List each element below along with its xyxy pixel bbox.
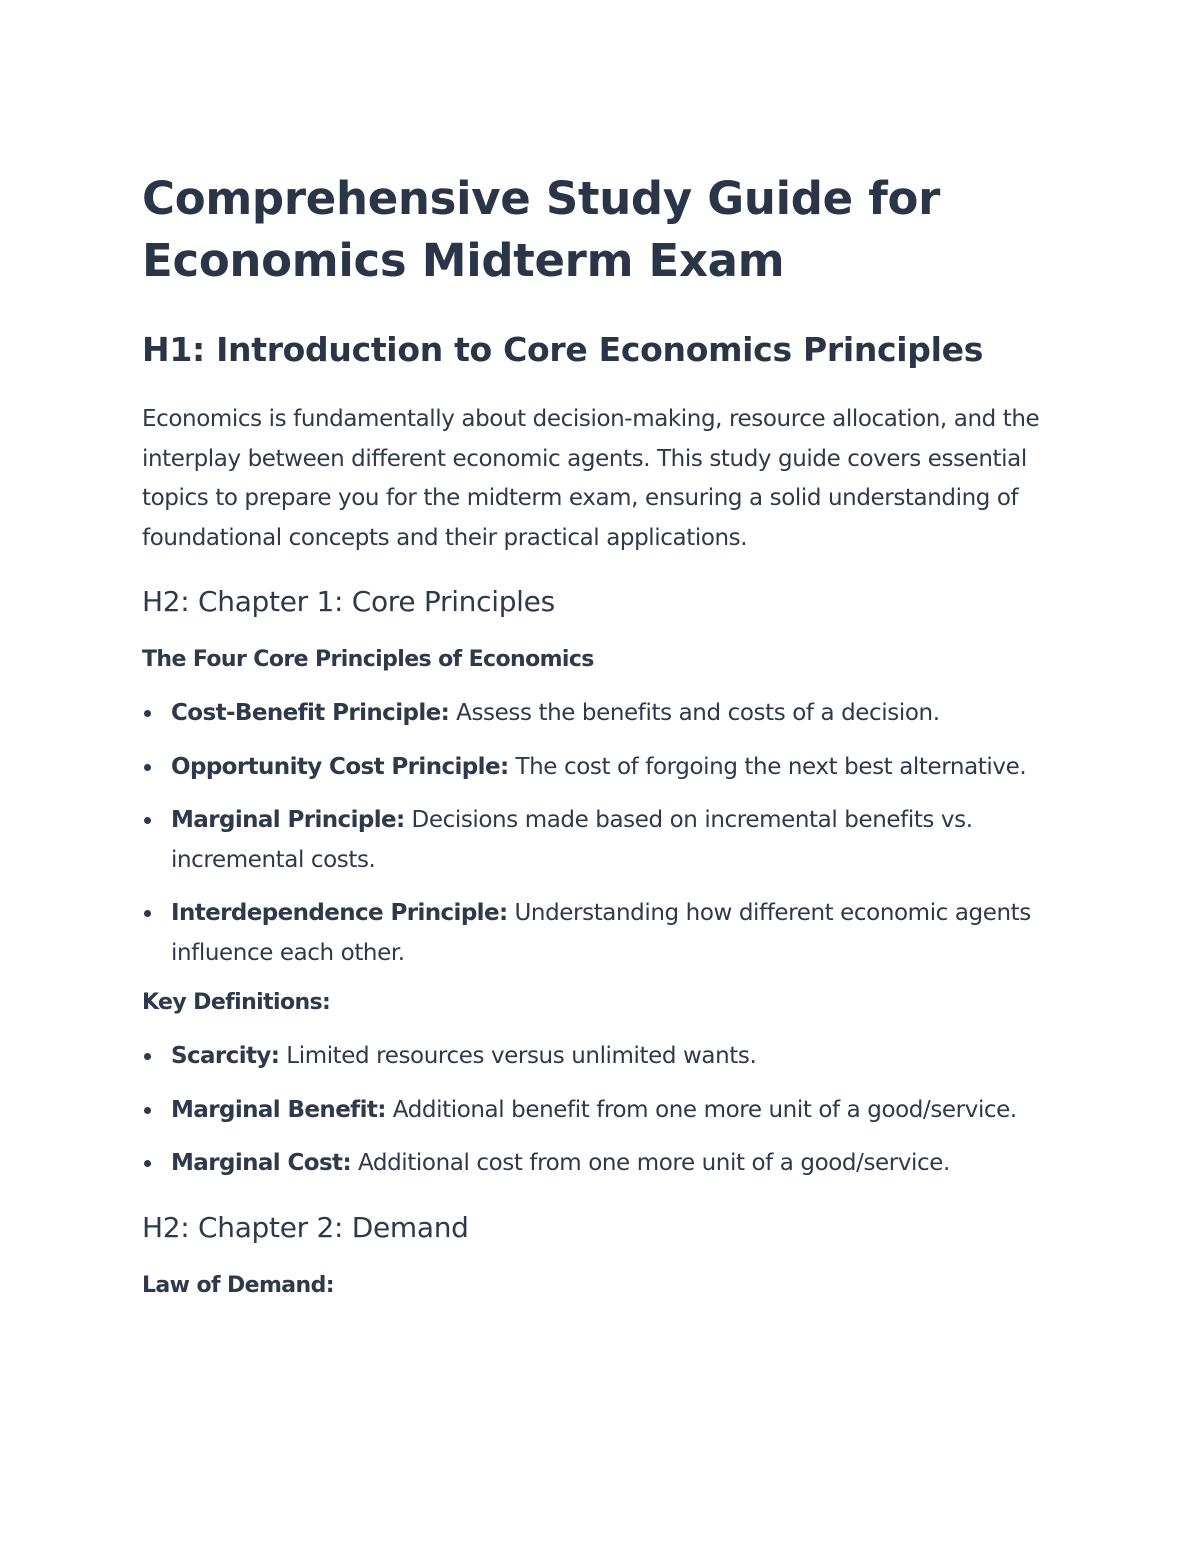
list-item <box>142 1091 1042 1131</box>
principles-list <box>142 694 1042 973</box>
bullet-icon <box>144 1107 151 1114</box>
list-item-term: Cost-Benefit Principle: <box>171 700 450 726</box>
list-item-text: The cost of forgoing the next best alternative. <box>508 753 1027 780</box>
intro-paragraph: Economics is fundamentally about decision-making, resource allocation, and the interplay between different economic agents. This study guide covers essential topics to prepare you for the midterm exam, ensuring a solid understanding of foundational concepts and their practical applications. <box>142 406 1040 551</box>
bullet-icon <box>144 1160 151 1167</box>
chapter-1-heading: H2: Chapter 1: Core Principles <box>142 585 555 618</box>
bullet-icon <box>144 910 151 917</box>
definitions-list <box>142 1037 1042 1184</box>
bullet-icon <box>144 764 151 771</box>
bullet-icon <box>144 710 151 717</box>
list-item <box>142 1144 1042 1184</box>
bullet-icon <box>144 1053 151 1060</box>
list-item <box>142 894 1042 973</box>
list-item-text: Assess the benefits and costs of a decision. <box>449 700 940 726</box>
list-item <box>142 801 1042 880</box>
list-item <box>142 748 1042 788</box>
principles-subheading: The Four Core Principles of Economics <box>142 647 594 672</box>
chapter-2-heading: H2: Chapter 2: Demand <box>142 1210 469 1244</box>
list-item <box>142 1037 1042 1077</box>
list-item-text: Additional benefit from one more unit of a good/service. <box>385 1096 1017 1123</box>
list-item-term: Marginal Benefit: <box>171 1096 386 1123</box>
list-item <box>142 694 1042 734</box>
document-title: Comprehensive Study Guide for Economics Midterm Exam <box>142 172 941 287</box>
list-item-text: Understanding how different economic agents influence each other. <box>171 900 1031 966</box>
list-item-term: Marginal Principle: <box>171 807 405 833</box>
list-item-text: Additional cost from one more unit of a good/service. <box>351 1150 950 1176</box>
section-heading-introduction: H1: Introduction to Core Economics Principles <box>142 330 984 369</box>
list-item-term: Marginal Cost: <box>171 1150 352 1176</box>
document-page <box>142 168 1042 1302</box>
list-item-text: Decisions made based on incremental benefits vs. incremental costs. <box>171 807 973 873</box>
definitions-subheading: Key Definitions: <box>142 990 331 1015</box>
list-item-text: Limited resources versus unlimited wants. <box>279 1043 757 1069</box>
list-item-term: Scarcity: <box>171 1043 280 1069</box>
list-item-term: Interdependence Principle: <box>171 900 508 926</box>
law-of-demand-subheading: Law of Demand: <box>142 1272 334 1298</box>
list-item-term: Opportunity Cost Principle: <box>171 753 509 780</box>
bullet-icon <box>144 817 151 824</box>
